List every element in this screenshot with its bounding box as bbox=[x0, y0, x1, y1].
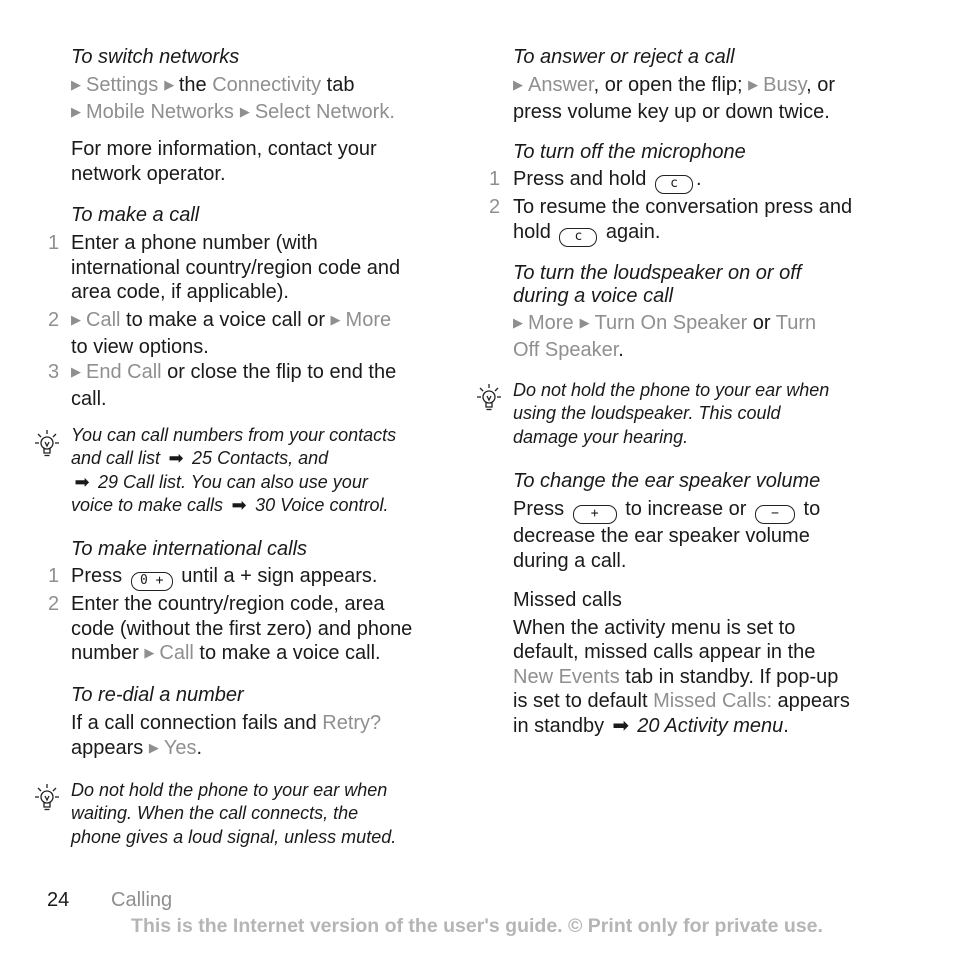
step-1 bbox=[71, 564, 377, 591]
text-line: default, missed calls appear in the bbox=[513, 641, 816, 663]
reference-link[interactable]: 25 Contacts, and bbox=[187, 448, 329, 469]
step-number: 3 bbox=[48, 361, 60, 383]
plus-key-icon: + bbox=[573, 505, 617, 524]
text-line: When the activity menu is set to bbox=[513, 616, 796, 639]
text-line: international country/region code and bbox=[71, 256, 401, 279]
minus-key-icon: − bbox=[755, 505, 795, 524]
menu-item-turn-off-speaker: Turn bbox=[775, 312, 817, 334]
reference-link[interactable]: 29 Call list. You can also use your bbox=[93, 471, 368, 492]
answer-reject-section bbox=[513, 46, 835, 124]
menu-item-call: Call bbox=[159, 642, 194, 664]
text-line: call. bbox=[71, 387, 107, 410]
right-arrow-icon: ➡ bbox=[612, 714, 630, 737]
right-arrow-icon: ➡ bbox=[74, 471, 90, 492]
redial-section bbox=[71, 684, 381, 762]
step-2 bbox=[71, 592, 412, 668]
tip-contacts bbox=[71, 424, 396, 517]
text-line: phone gives a loud signal, unless muted. bbox=[71, 826, 397, 847]
text: tab bbox=[321, 74, 355, 96]
text-line: To resume the conversation press and bbox=[513, 196, 853, 218]
text: . bbox=[618, 338, 624, 361]
nav-arrow-icon: ▶ bbox=[579, 315, 590, 330]
international-calls-section bbox=[71, 538, 307, 561]
section-heading: during a voice call bbox=[513, 285, 674, 307]
menu-item-answer: Answer bbox=[528, 74, 594, 96]
loudspeaker-section bbox=[513, 262, 816, 362]
step-number: 2 bbox=[489, 196, 501, 218]
step-1 bbox=[513, 167, 702, 194]
zero-plus-key-icon: 0 + bbox=[131, 572, 173, 591]
text: Press bbox=[71, 565, 128, 587]
text: appears bbox=[71, 736, 149, 759]
text: voice to make calls bbox=[71, 494, 229, 515]
text-line: using the loudspeaker. This could bbox=[513, 403, 781, 424]
section-heading: To make international calls bbox=[71, 538, 308, 560]
nav-arrow-icon: ▶ bbox=[71, 312, 81, 327]
text-line: network operator. bbox=[71, 162, 226, 185]
make-call-section bbox=[71, 204, 461, 227]
text: to increase or bbox=[619, 498, 752, 520]
nav-arrow-icon: ▶ bbox=[71, 77, 81, 92]
text: Press bbox=[513, 498, 570, 520]
step-number: 1 bbox=[489, 168, 501, 190]
step-2 bbox=[513, 195, 852, 247]
text: . bbox=[196, 736, 203, 759]
text-line: Do not hold the phone to your ear when bbox=[71, 780, 388, 800]
text-line: Enter the country/region code, area bbox=[71, 593, 385, 615]
lightbulb-tip-icon bbox=[32, 782, 62, 814]
text: If a call connection fails and bbox=[71, 712, 323, 734]
text: , or bbox=[806, 74, 836, 96]
menu-item-select-network: Select Network. bbox=[254, 100, 395, 123]
nav-arrow-icon: ▶ bbox=[164, 77, 175, 92]
page-number: 24 bbox=[47, 889, 70, 911]
menu-item-settings: Settings bbox=[86, 74, 159, 96]
tip-loudspeaker bbox=[513, 379, 829, 449]
nav-arrow-icon: ▶ bbox=[71, 364, 81, 379]
text-line: waiting. When the call connects, the bbox=[71, 803, 359, 824]
reference-link[interactable]: 20 Activity menu bbox=[631, 714, 784, 737]
c-key-icon: c bbox=[655, 175, 693, 194]
text-line: Enter a phone number (with bbox=[71, 232, 318, 254]
nav-arrow-icon: ▶ bbox=[71, 103, 81, 119]
step-number: 2 bbox=[48, 309, 60, 331]
text: , or open the flip; bbox=[593, 74, 749, 96]
nav-arrow-icon: ▶ bbox=[239, 103, 250, 119]
section-heading: To turn off the microphone bbox=[513, 141, 746, 163]
menu-item-connectivity: Connectivity bbox=[212, 74, 322, 96]
text: tab in standby. If pop-up bbox=[619, 665, 839, 688]
nav-arrow-icon: ▶ bbox=[144, 645, 155, 660]
nav-arrow-icon: ▶ bbox=[330, 312, 341, 327]
section-heading: Missed calls bbox=[513, 589, 622, 611]
text: and call list bbox=[71, 448, 166, 469]
text: number bbox=[71, 642, 145, 664]
nav-arrow-icon: ▶ bbox=[513, 315, 523, 330]
menu-item-turn-on-speaker: Turn On Speaker bbox=[594, 312, 748, 334]
step-1 bbox=[71, 231, 400, 305]
menu-item-mobile-networks: Mobile Networks bbox=[86, 100, 234, 123]
text-line: Do not hold the phone to your ear when bbox=[513, 380, 830, 400]
tip-waiting bbox=[71, 779, 396, 849]
section-heading: To answer or reject a call bbox=[513, 46, 735, 68]
step-number: 2 bbox=[48, 593, 60, 615]
section-heading: To turn the loudspeaker on or off bbox=[513, 262, 802, 284]
lightbulb-tip-icon bbox=[32, 428, 62, 460]
nav-arrow-icon: ▶ bbox=[748, 77, 759, 92]
step-2 bbox=[71, 308, 391, 359]
text: until a + sign appears. bbox=[175, 565, 378, 587]
text-line: area code, if applicable). bbox=[71, 281, 289, 303]
text: hold bbox=[513, 220, 557, 243]
right-arrow-icon: ➡ bbox=[231, 494, 247, 515]
text-line: to view options. bbox=[71, 335, 209, 358]
menu-item-new-events: New Events bbox=[513, 665, 620, 688]
text-line: press volume key up or down twice. bbox=[513, 100, 830, 123]
menu-item-turn-off-speaker: Off Speaker bbox=[513, 338, 619, 361]
info-paragraph bbox=[71, 137, 377, 186]
menu-item-busy: Busy bbox=[763, 74, 807, 96]
nav-arrow-icon: ▶ bbox=[148, 739, 159, 755]
text: to make a voice call or bbox=[120, 309, 331, 331]
text-line: decrease the ear speaker volume bbox=[513, 525, 810, 547]
menu-item-more: More bbox=[528, 312, 574, 334]
switch-networks-section bbox=[71, 46, 395, 126]
text-line: during a call. bbox=[513, 549, 627, 572]
menu-item-call: Call bbox=[86, 309, 121, 331]
text: in standby bbox=[513, 714, 610, 737]
text: the bbox=[173, 74, 213, 96]
nav-arrow-icon: ▶ bbox=[513, 77, 523, 92]
c-key-icon: c bbox=[559, 228, 597, 247]
disclaimer: This is the Internet version of the user's guide. © Print only for private use. bbox=[131, 915, 823, 937]
text: or close the flip to end the bbox=[161, 361, 397, 383]
lightbulb-tip-icon bbox=[474, 382, 504, 414]
menu-item-more: More bbox=[345, 309, 392, 331]
reference-link[interactable]: 30 Voice control. bbox=[250, 494, 389, 515]
text-line: You can call numbers from your contacts bbox=[71, 425, 397, 445]
section-heading: To switch networks bbox=[71, 46, 240, 68]
text-line: damage your hearing. bbox=[513, 426, 689, 447]
text: or bbox=[747, 312, 776, 334]
section-heading: To re-dial a number bbox=[71, 684, 244, 706]
text: is set to default bbox=[513, 690, 654, 712]
text: again. bbox=[600, 220, 661, 243]
menu-item-yes: Yes bbox=[163, 736, 197, 759]
text: to make a voice call. bbox=[193, 642, 381, 664]
text: Press and hold bbox=[513, 168, 652, 190]
menu-item-missed-calls: Missed Calls: bbox=[653, 690, 772, 712]
text: . bbox=[783, 714, 789, 737]
section-name: Calling bbox=[111, 889, 173, 911]
microphone-section bbox=[513, 141, 746, 164]
right-arrow-icon: ➡ bbox=[168, 448, 184, 469]
missed-calls-section bbox=[513, 588, 850, 738]
text-line: code (without the first zero) and phone bbox=[71, 617, 413, 640]
text: to bbox=[797, 498, 821, 520]
section-heading: To make a call bbox=[71, 204, 200, 226]
menu-item-end-call: End Call bbox=[86, 361, 162, 383]
section-heading: To change the ear speaker volume bbox=[513, 470, 821, 492]
step-number: 1 bbox=[48, 565, 60, 587]
text: . bbox=[695, 168, 702, 190]
text-line: For more information, contact your bbox=[71, 138, 377, 160]
step-3 bbox=[71, 360, 396, 411]
menu-item-retry: Retry? bbox=[322, 712, 382, 734]
volume-section bbox=[513, 470, 820, 573]
step-number: 1 bbox=[48, 232, 60, 254]
text: appears bbox=[772, 690, 850, 712]
